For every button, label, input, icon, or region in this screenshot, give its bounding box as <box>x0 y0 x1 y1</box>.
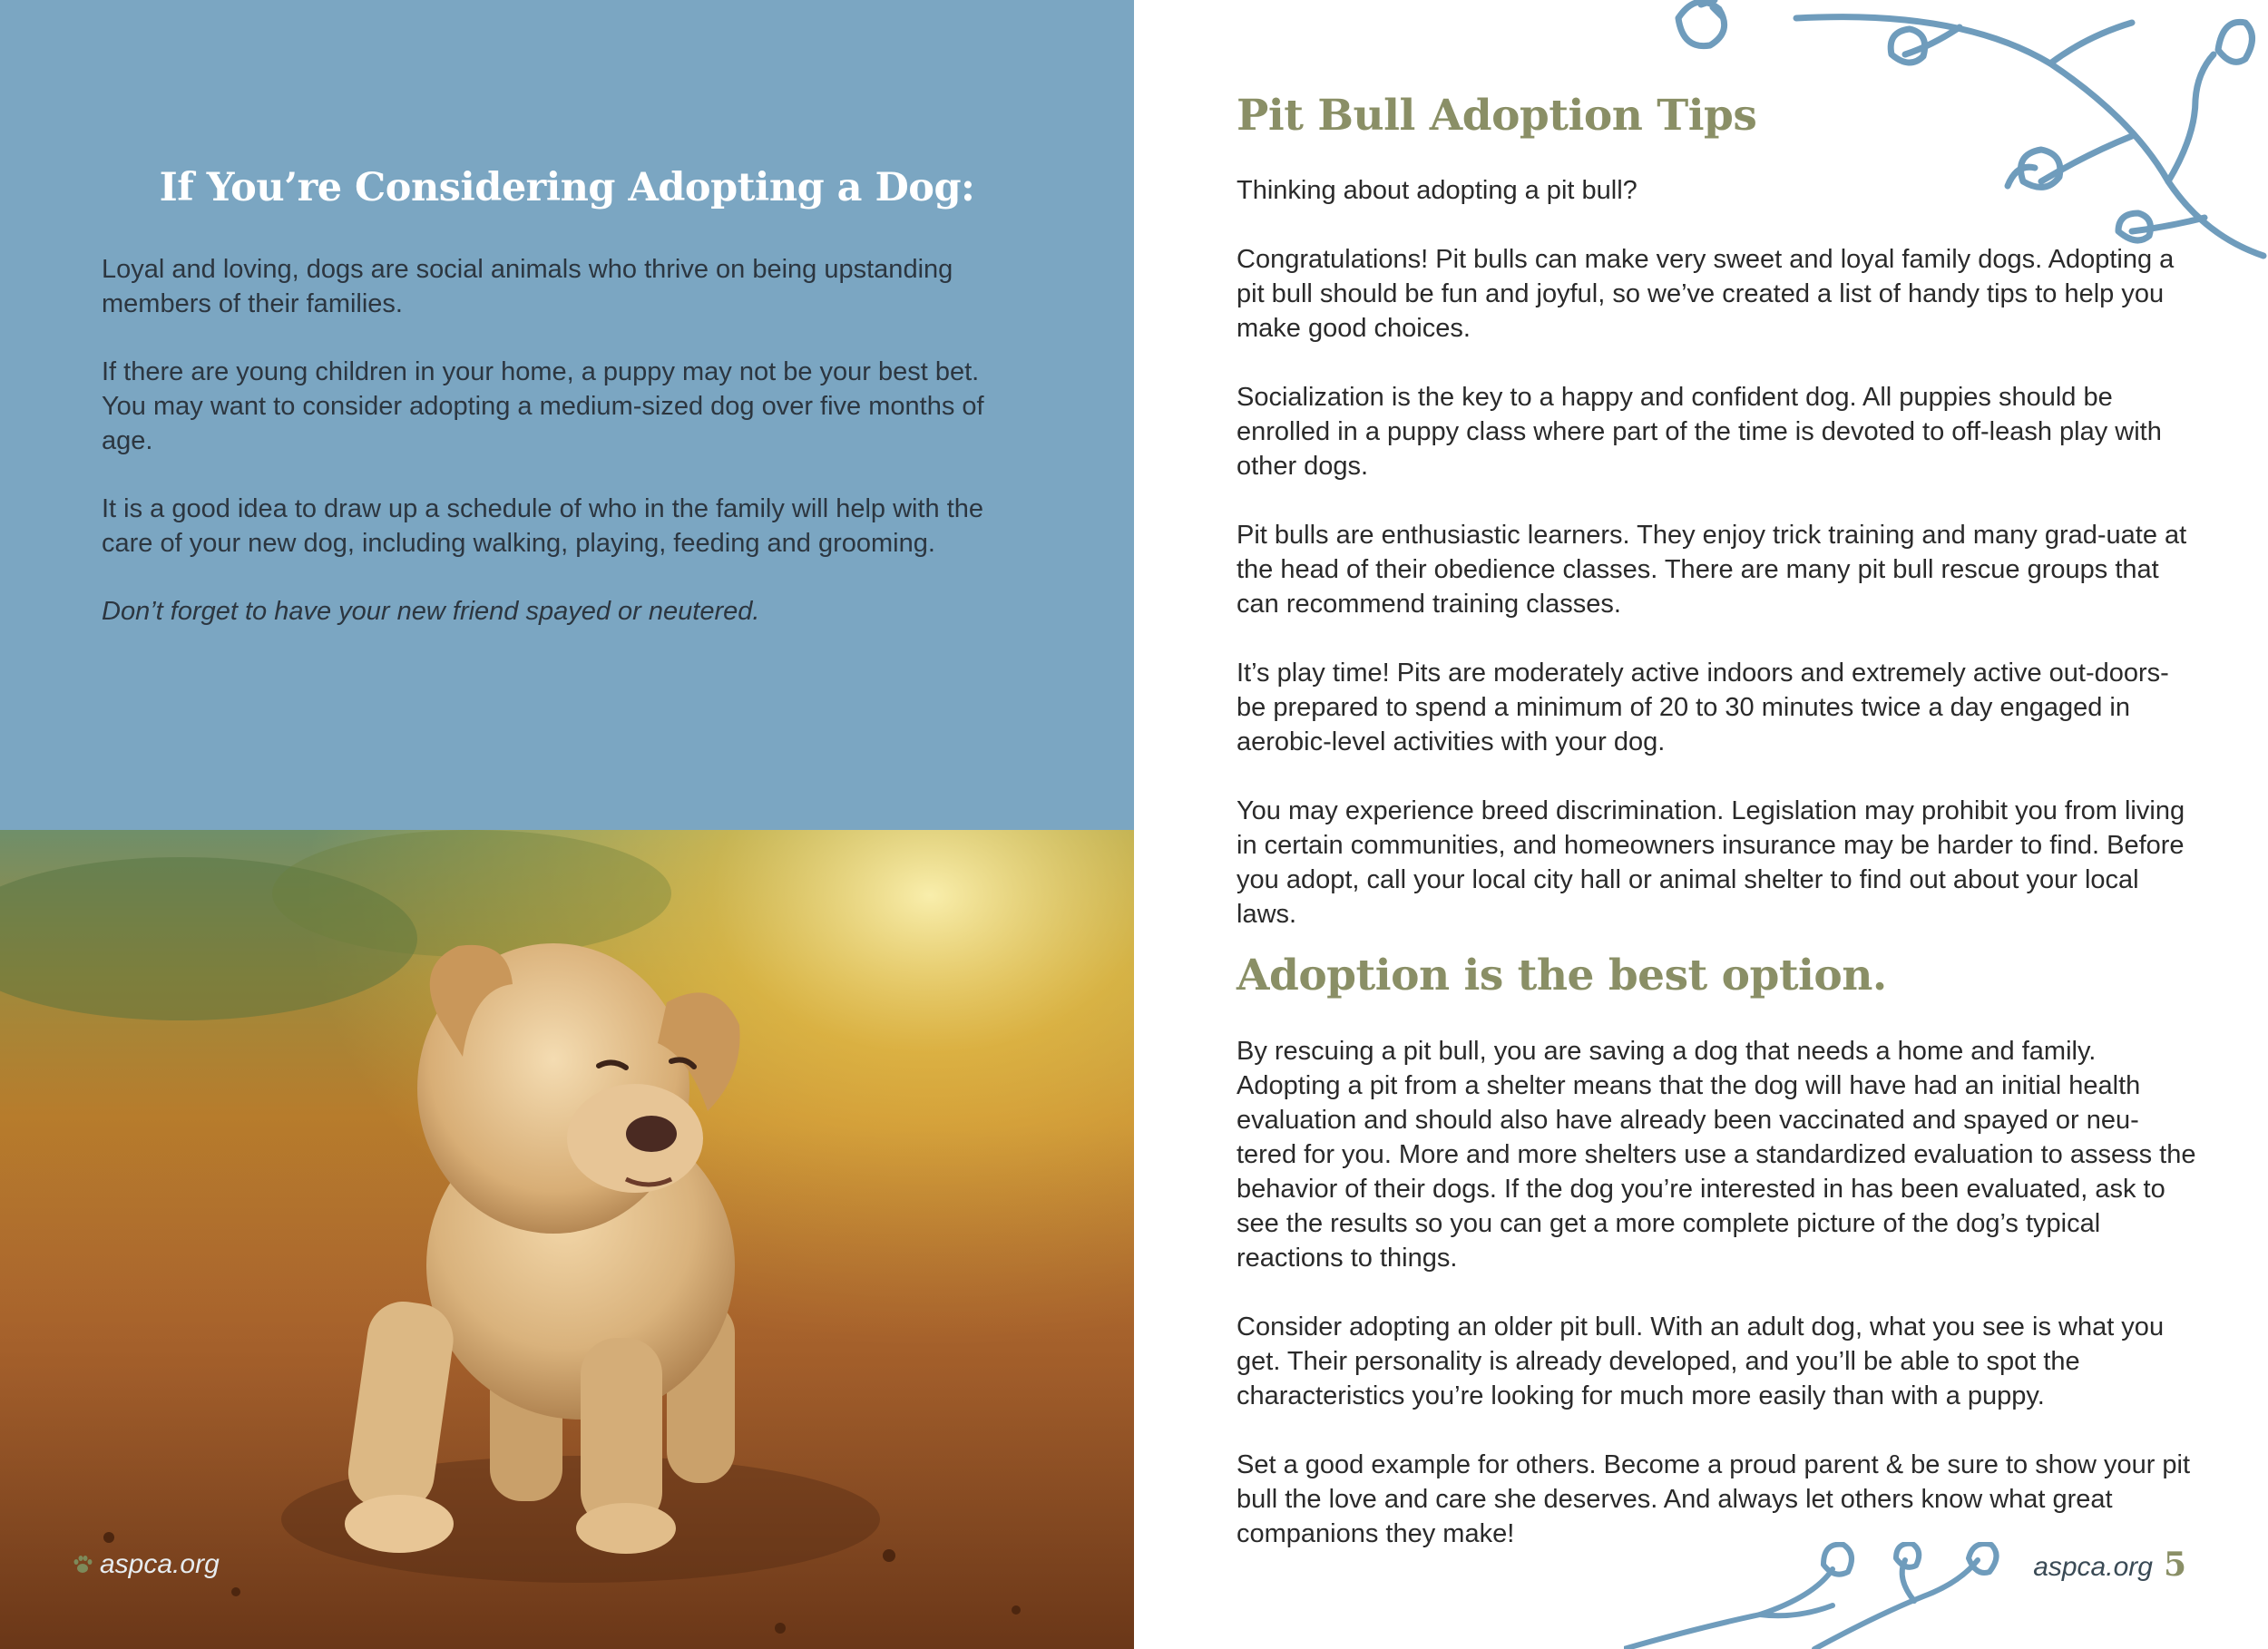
page-number: 5 <box>2163 1546 2186 1584</box>
left-info-panel <box>0 0 1134 830</box>
floral-branch-icon <box>1624 1542 2005 1649</box>
option-body <box>1237 1034 2198 1586</box>
left-heading: If You’re Considering Adopting a Dog: <box>159 165 975 210</box>
left-body <box>102 252 1027 662</box>
left-footer <box>71 1549 220 1580</box>
tips-body <box>1237 173 2198 966</box>
tips-paragraph: You may experience breed discrimination. Legislation may prohibit you from living in certain communities, and homeowners insurance may be harder to find. Before you adopt, call your local city hall or animal shelter to find out about your local laws. <box>1237 796 2185 929</box>
left-paragraph: Loyal and loving, dogs are social animals who thrive on being upstanding members of their families. <box>102 255 953 318</box>
right-footer <box>2033 1546 2186 1584</box>
tips-paragraph: Socialization is the key to a happy and confident dog. All puppies should be enrolled in a puppy class where part of the time is devoted to off-leash play with other dogs. <box>1237 383 2162 481</box>
right-page <box>1134 0 2268 1649</box>
option-heading: Adoption is the best option. <box>1237 951 1887 1000</box>
left-footer-site: aspca.org <box>100 1549 220 1579</box>
tips-paragraph: Congratulations! Pit bulls can make very sweet and loyal family dogs. Adopting a pit bull should be fun and joyful, so we’ve created a list of handy tips to help you make good choices. <box>1237 245 2175 343</box>
puppy-illustration <box>0 830 1134 1649</box>
option-paragraph: Consider adopting an older pit bull. With an adult dog, what you see is what you get. Their personality is already developed, and you’ll be able to spot the characteristics you’re looking for much more easily than with a puppy. <box>1237 1312 2165 1410</box>
tips-paragraph: Thinking about adopting a pit bull? <box>1237 176 1637 205</box>
tips-paragraph: It’s play time! Pits are moderately active indoors and extremely active out-doors-be prepared to spend a minimum of 20 to 30 minutes twice a day engaged in aerobic-level activities with your dog. <box>1237 659 2169 756</box>
tips-paragraph: Pit bulls are enthusiastic learners. They enjoy trick training and many grad-uate at the head of their obedience classes. There are many pit bull rescue groups that can recommend training classes. <box>1237 521 2187 619</box>
tips-heading: Pit Bull Adoption Tips <box>1237 91 1757 141</box>
left-paragraph: If there are young children in your home, a puppy may not be your best bet. You may want to consider adopting a medium-sized dog over five months of age. <box>102 357 984 455</box>
option-paragraph: Set a good example for others. Become a proud parent & be sure to show your pit bull the love and care she deserves. And always let others know what great companions they make! <box>1237 1450 2191 1548</box>
left-paragraph-italic: Don’t forget to have your new friend spayed or neutered. <box>102 597 760 626</box>
right-footer-site: aspca.org <box>2033 1552 2153 1582</box>
option-paragraph: By rescuing a pit bull, you are saving a dog that needs a home and family. Adopting a pit from a shelter means that the dog will have had an initial health evaluation and should also have already been vaccinated and spayed or neu-tered for you. More and more shelters use a standardized evaluation to assess the behavior of their dogs. If the dog you’re interested in has been evaluated, ask to see the results so you can get a more complete picture of the dog’s typical reactions to things. <box>1237 1037 2196 1273</box>
left-paragraph: It is a good idea to draw up a schedule of who in the family will help with the care of your new dog, including walking, playing, feeding and grooming. <box>102 494 984 558</box>
paw-icon <box>71 1553 94 1576</box>
puppy-photo <box>0 830 1134 1649</box>
